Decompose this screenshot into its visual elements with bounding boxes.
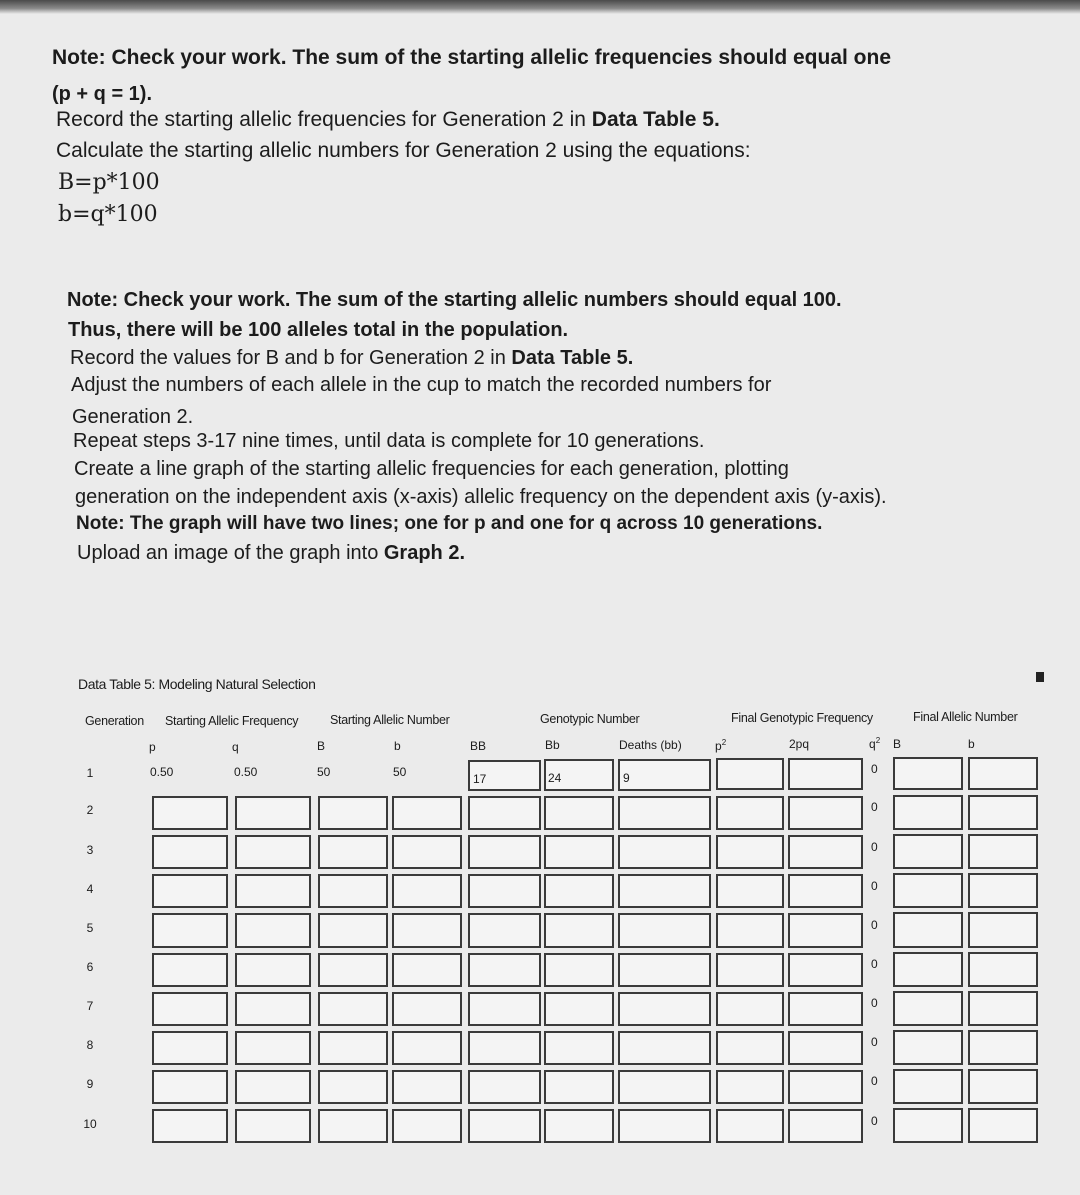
- b-cell[interactable]: [392, 874, 462, 908]
- deaths-cell[interactable]: [618, 992, 711, 1026]
- generation-label: 7: [86, 999, 94, 1013]
- generation-label: 1: [86, 766, 94, 780]
- gen1-BB-value: 17: [473, 772, 487, 786]
- calculate-numbers-step: Calculate the starting allelic numbers for Generation 2 using the equations:: [56, 139, 751, 162]
- generation-label: 3: [86, 843, 94, 857]
- p2-cell[interactable]: [716, 874, 784, 908]
- p-cell[interactable]: [152, 913, 228, 948]
- subheader-BB: BB: [470, 739, 487, 753]
- b-cell[interactable]: [392, 1031, 462, 1065]
- header-final-allelic-number: Final Allelic Number: [913, 710, 1018, 724]
- deaths-cell[interactable]: [618, 1031, 711, 1065]
- 2pq-cell[interactable]: [788, 874, 863, 908]
- subheader-q-squared: $q^2$: [869, 736, 881, 751]
- deaths-cell[interactable]: [618, 1109, 711, 1143]
- p2-cell[interactable]: [716, 835, 784, 869]
- create-graph-step-cont: generation on the independent axis (x-axis) allelic frequency on the dependent axis (y-axis).: [75, 486, 887, 508]
- gen1-q2-value: 0: [871, 762, 878, 776]
- BB-cell[interactable]: [468, 796, 541, 830]
- Bb-cell[interactable]: [544, 1109, 614, 1143]
- final-B-cell[interactable]: [893, 912, 963, 948]
- upload-graph-step: Upload an image of the graph into Graph 2.: [77, 542, 466, 564]
- p-cell[interactable]: [152, 1070, 228, 1104]
- subheader-final-b: b: [968, 737, 975, 751]
- B-cell[interactable]: [318, 953, 388, 987]
- p-cell[interactable]: [152, 1031, 228, 1065]
- generation-label: 8: [86, 1038, 94, 1052]
- Bb-cell[interactable]: [544, 953, 614, 987]
- 2pq-cell[interactable]: [788, 796, 863, 830]
- note-total-alleles: Thus, there will be 100 alleles total in the population.: [68, 319, 569, 341]
- header-final-genotypic-frequency: Final Genotypic Frequency: [731, 711, 873, 725]
- p2-cell[interactable]: [716, 1070, 784, 1104]
- 2pq-cell[interactable]: [788, 1109, 863, 1143]
- deaths-cell[interactable]: [618, 913, 711, 948]
- 2pq-cell[interactable]: [788, 992, 863, 1026]
- p2-cell[interactable]: [716, 1109, 784, 1143]
- final-B-cell[interactable]: [893, 873, 963, 908]
- BB-cell[interactable]: [468, 1109, 541, 1143]
- b-cell[interactable]: [392, 992, 462, 1026]
- final-b-cell[interactable]: [968, 912, 1038, 948]
- q2-value: 0: [871, 800, 878, 814]
- BB-cell[interactable]: [468, 992, 541, 1026]
- q-cell[interactable]: [235, 953, 311, 987]
- 2pq-cell[interactable]: [788, 1070, 863, 1104]
- note-frequencies-equation: (p + q = 1).: [52, 83, 153, 105]
- gen1-2pq-cell[interactable]: [788, 758, 863, 790]
- final-b-cell[interactable]: [968, 1030, 1038, 1065]
- final-B-cell[interactable]: [893, 834, 963, 869]
- Bb-cell[interactable]: [544, 913, 614, 948]
- final-B-cell[interactable]: [893, 1030, 963, 1065]
- b-cell[interactable]: [392, 913, 462, 948]
- gen1-p-value: 0.50: [150, 765, 174, 779]
- p2-cell[interactable]: [716, 796, 784, 830]
- photo-top-edge: [0, 0, 1080, 14]
- BB-cell[interactable]: [468, 1070, 541, 1104]
- BB-cell[interactable]: [468, 953, 541, 987]
- p-cell[interactable]: [152, 835, 228, 869]
- p-cell[interactable]: [152, 1109, 228, 1143]
- create-graph-step: Create a line graph of the starting allelic frequencies for each generation, plotting: [74, 458, 789, 480]
- B-cell[interactable]: [318, 992, 388, 1026]
- final-b-cell[interactable]: [968, 952, 1038, 987]
- q2-value: 0: [871, 1114, 878, 1128]
- b-cell[interactable]: [392, 796, 462, 830]
- final-B-cell[interactable]: [893, 1108, 963, 1143]
- header-generation: Generation: [85, 714, 144, 728]
- Bb-cell[interactable]: [544, 1031, 614, 1065]
- gen1-final-B-cell[interactable]: [893, 757, 963, 790]
- p2-cell[interactable]: [716, 992, 784, 1026]
- Bb-cell[interactable]: [544, 992, 614, 1026]
- BB-cell[interactable]: [468, 1031, 541, 1065]
- final-b-cell[interactable]: [968, 1108, 1038, 1143]
- gen1-deaths-cell[interactable]: [618, 759, 711, 791]
- Bb-cell[interactable]: [544, 796, 614, 830]
- subheader-p-squared: $p^2$: [715, 738, 727, 753]
- generation-label: 6: [86, 960, 94, 974]
- q-cell[interactable]: [235, 1070, 311, 1104]
- header-genotypic-number: Genotypic Number: [540, 712, 640, 726]
- Bb-cell[interactable]: [544, 1070, 614, 1104]
- q-cell[interactable]: [235, 874, 311, 908]
- deaths-cell[interactable]: [618, 953, 711, 987]
- subheader-p: p: [149, 740, 156, 754]
- final-B-cell[interactable]: [893, 991, 963, 1026]
- generation-label: 10: [83, 1117, 97, 1131]
- q-cell[interactable]: [235, 1109, 311, 1143]
- gen1-q-value: 0.50: [234, 765, 258, 779]
- gen1-p2-cell[interactable]: [716, 758, 784, 790]
- b-cell[interactable]: [392, 1070, 462, 1104]
- record-numbers-step: Record the values for B and b for Generation 2 in Data Table 5.: [70, 347, 634, 369]
- 2pq-cell[interactable]: [788, 835, 863, 869]
- q-cell[interactable]: [235, 913, 311, 948]
- b-cell[interactable]: [392, 953, 462, 987]
- q2-value: 0: [871, 1035, 878, 1049]
- header-starting-number: Starting Allelic Number: [330, 713, 450, 727]
- subheader-q: q: [232, 740, 239, 754]
- dark-mark: [1036, 672, 1044, 682]
- adjust-cup-step-cont: Generation 2.: [72, 406, 194, 428]
- q-cell[interactable]: [235, 835, 311, 869]
- BB-cell[interactable]: [468, 874, 541, 908]
- gen1-B-value: 50: [317, 765, 331, 779]
- final-b-cell[interactable]: [968, 1069, 1038, 1104]
- record-frequencies-step: Record the starting allelic frequencies for Generation 2 in Data Table 5.: [56, 108, 720, 131]
- adjust-cup-step: Adjust the numbers of each allele in the cup to match the recorded numbers for: [71, 374, 772, 396]
- gen1-final-b-cell[interactable]: [968, 757, 1038, 790]
- B-cell[interactable]: [318, 1070, 388, 1104]
- B-cell[interactable]: [318, 835, 388, 869]
- B-cell[interactable]: [318, 874, 388, 908]
- final-b-cell[interactable]: [968, 873, 1038, 908]
- subheader-2pq: 2pq: [789, 737, 810, 751]
- p2-cell[interactable]: [716, 953, 784, 987]
- repeat-step: Repeat steps 3-17 nine times, until data is complete for 10 generations.: [73, 430, 705, 452]
- 2pq-cell[interactable]: [788, 1031, 863, 1065]
- header-starting-frequency: Starting Allelic Frequency: [165, 714, 299, 728]
- note-two-lines: Note: The graph will have two lines; one for p and one for q across 10 generations.: [76, 513, 823, 534]
- p2-cell[interactable]: [716, 913, 784, 948]
- q2-value: 0: [871, 1074, 878, 1088]
- note-numbers: Note: Check your work. The sum of the starting allelic numbers should equal 100.: [67, 289, 842, 311]
- p-cell[interactable]: [152, 874, 228, 908]
- deaths-cell[interactable]: [618, 796, 711, 830]
- gen1-deaths-value: 9: [623, 771, 630, 785]
- equation-B: B=p*100: [58, 170, 160, 195]
- deaths-cell[interactable]: [618, 874, 711, 908]
- generation-label: 9: [86, 1077, 94, 1091]
- q2-value: 0: [871, 996, 878, 1010]
- q2-value: 0: [871, 840, 878, 854]
- gen1-BB-cell[interactable]: [468, 760, 541, 791]
- p-cell[interactable]: [152, 953, 228, 987]
- b-cell[interactable]: [392, 1109, 462, 1143]
- note-frequencies: Note: Check your work. The sum of the starting allelic frequencies should equal one: [52, 46, 891, 69]
- p-cell[interactable]: [152, 992, 228, 1026]
- final-B-cell[interactable]: [893, 1069, 963, 1104]
- subheader-B: B: [317, 739, 326, 753]
- q-cell[interactable]: [235, 1031, 311, 1065]
- gen1-Bb-cell[interactable]: [544, 759, 614, 791]
- generation-label: 4: [86, 882, 94, 896]
- q2-value: 0: [871, 918, 878, 932]
- B-cell[interactable]: [318, 796, 388, 830]
- p2-cell[interactable]: [716, 1031, 784, 1065]
- final-B-cell[interactable]: [893, 795, 963, 830]
- final-B-cell[interactable]: [893, 952, 963, 987]
- q2-value: 0: [871, 957, 878, 971]
- Bb-cell[interactable]: [544, 835, 614, 869]
- generation-label: 5: [86, 921, 94, 935]
- b-cell[interactable]: [392, 835, 462, 869]
- 2pq-cell[interactable]: [788, 953, 863, 987]
- final-b-cell[interactable]: [968, 795, 1038, 830]
- gen1-Bb-value: 24: [548, 771, 562, 785]
- BB-cell[interactable]: [468, 913, 541, 948]
- B-cell[interactable]: [318, 913, 388, 948]
- deaths-cell[interactable]: [618, 835, 711, 869]
- q2-value: 0: [871, 879, 878, 893]
- subheader-Bb: Bb: [545, 738, 560, 752]
- subheader-b: b: [394, 739, 401, 753]
- p-cell[interactable]: [152, 796, 228, 830]
- B-cell[interactable]: [318, 1031, 388, 1065]
- equation-b: b=q*100: [58, 202, 158, 227]
- table-title: Data Table 5: Modeling Natural Selection: [78, 676, 316, 692]
- q-cell[interactable]: [235, 992, 311, 1026]
- deaths-cell[interactable]: [618, 1070, 711, 1104]
- B-cell[interactable]: [318, 1109, 388, 1143]
- BB-cell[interactable]: [468, 835, 541, 869]
- generation-label: 2: [86, 803, 94, 817]
- final-b-cell[interactable]: [968, 834, 1038, 869]
- gen1-b-value: 50: [393, 765, 407, 779]
- subheader-final-B: B: [893, 737, 902, 751]
- subheader-deaths: Deaths (bb): [619, 738, 682, 752]
- 2pq-cell[interactable]: [788, 913, 863, 948]
- final-b-cell[interactable]: [968, 991, 1038, 1026]
- q-cell[interactable]: [235, 796, 311, 830]
- Bb-cell[interactable]: [544, 874, 614, 908]
